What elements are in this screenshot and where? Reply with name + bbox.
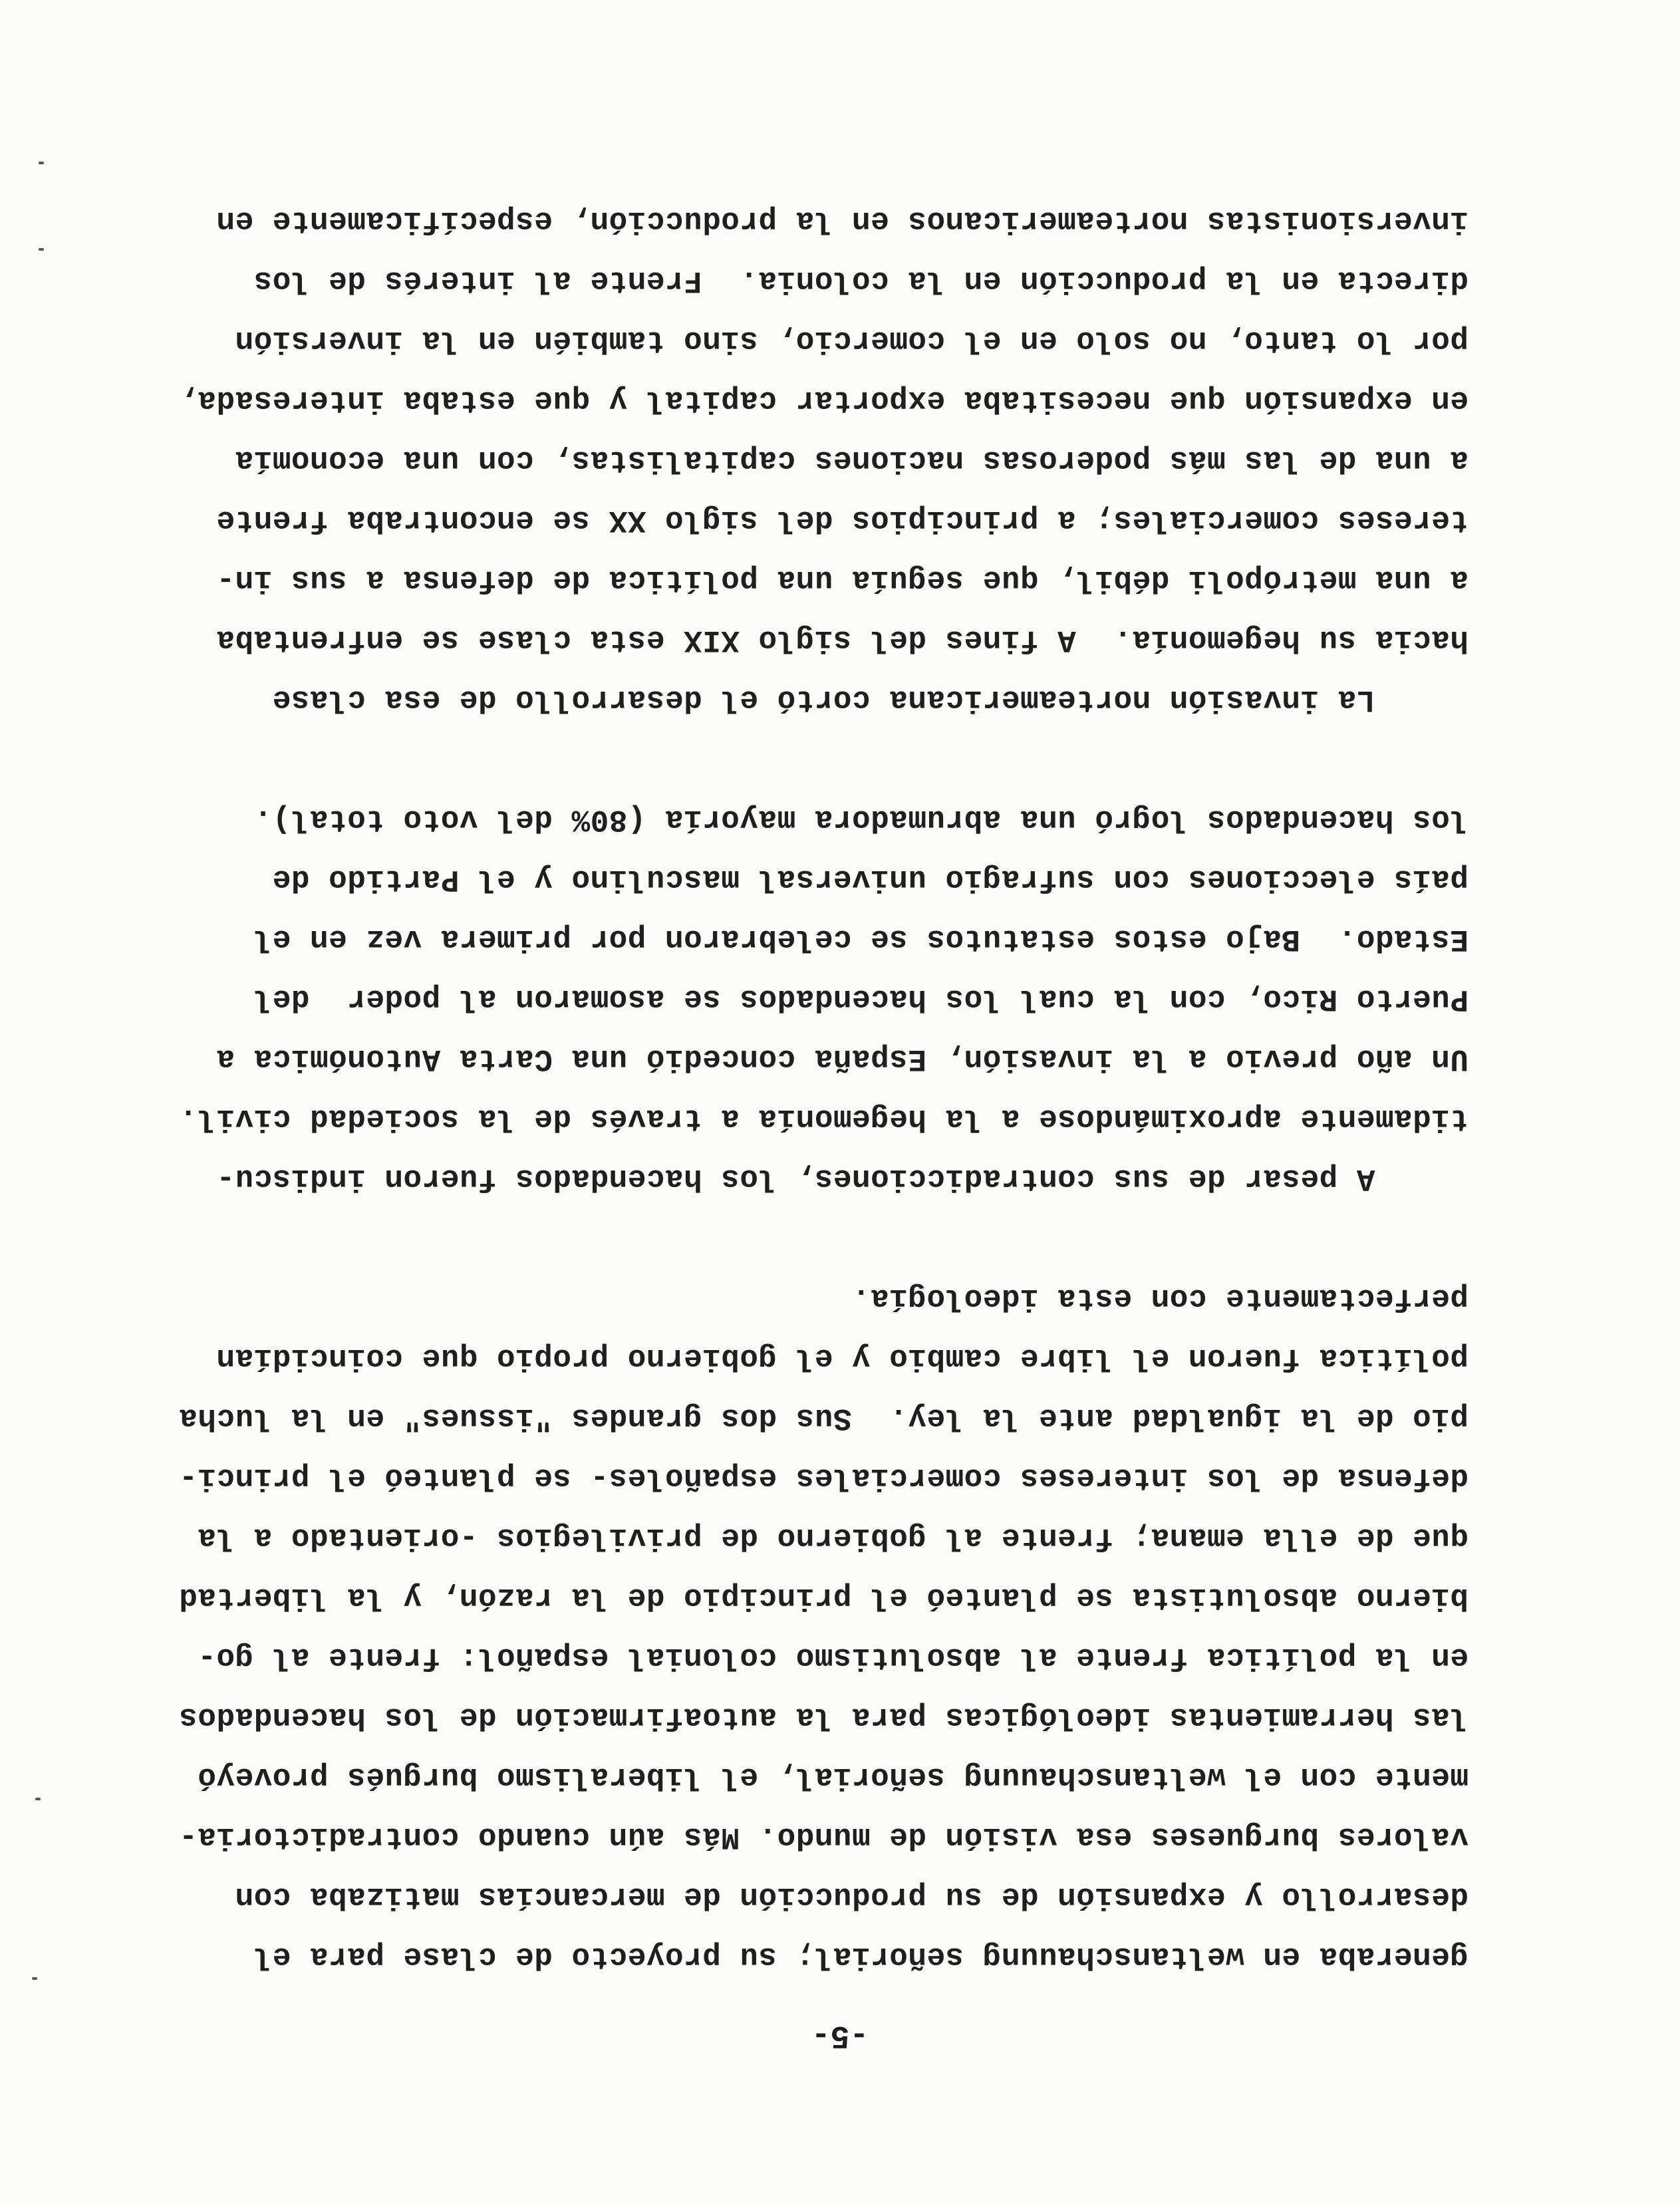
text-line: mente con el weltanschauung señorial, el liberalismo burgués proveyó — [197, 1760, 1469, 1794]
text-line: valores burgueses esa visión de mundo. Más aún cuando contradictoria- — [178, 1820, 1469, 1854]
text-line: generaba en weltanschauung señorial; su proyecto de clase para el — [253, 1939, 1469, 1974]
body-text — [178, 191, 1469, 1987]
text-line: a una metrópoli débil, que seguía una política de defensa a sus in- — [215, 563, 1469, 597]
text-line: que de ella emana; frente al gobierno de privilegios -orientado a la — [197, 1520, 1469, 1555]
text-line: en expansión que necesitaba exportar capital y que estaba interesada, — [178, 383, 1469, 418]
margin-mark — [39, 162, 44, 164]
text-line: defensa de los intereses comerciales españoles- se planteó el princi- — [178, 1460, 1469, 1495]
text-line: los hacendados logró una abrumadora mayoría (80% del voto total). — [253, 802, 1469, 837]
paragraph-gap — [218, 1208, 1469, 1268]
text-line: en la política frente al absolutismo colonial español: frente al go- — [197, 1640, 1469, 1675]
text-line: desarrollo y expansión de su producción de mercancías matizaba con — [235, 1879, 1469, 1914]
margin-mark — [35, 1798, 41, 1800]
text-line: país elecciones con sufragio universal masculino y el Partido de — [272, 862, 1469, 896]
text-line: perfectamente con esta ideología. — [851, 1281, 1469, 1315]
margin-mark — [32, 1977, 37, 1980]
paragraph-gap — [218, 730, 1469, 789]
text-line: A pesar de sus contradicciones, los hacendados fueron indiscu- — [215, 1161, 1469, 1196]
text-line: a una de las más poderosas naciones capitalistas, con una economía — [235, 443, 1469, 478]
text-line: tereses comerciales; a principios del siglo XX se encontraba frente — [215, 503, 1469, 537]
text-line: directa en la producción en la colonia. Frente al interés de los — [253, 263, 1469, 298]
text-line: hacia su hegemonía. A fines del siglo XIX esta clase se enfrentaba — [215, 622, 1469, 657]
text-line: tidamente aproximándose a la hegemonía a través de la sociedad civil. — [178, 1101, 1469, 1136]
text-line: inversionistas norteamericanos en la producción, específicamente en — [215, 204, 1469, 238]
text-line: Puerto Rico, con la cual los hacendados se asomaron al poder del — [253, 982, 1469, 1016]
text-line: las herramientas ideológicas para la autoafirmación de los hacendados — [178, 1700, 1469, 1734]
margin-mark — [39, 248, 44, 251]
text-line: por lo tanto, no solo en el comercio, sino también en la inversión — [235, 323, 1469, 358]
text-line: política fueron el libre cambio y el gobierno propio que coincidían — [215, 1341, 1469, 1375]
text-line: La invasión norteamericana cortó el desarrollo de esa clase — [272, 682, 1469, 717]
text-line: bierno absolutista se planteó el principio de la razón, y la libertad — [178, 1580, 1469, 1615]
page-number: -5- — [811, 2017, 869, 2053]
text-line: Un año previo a la invasión, España concedió una Carta Autonómica a — [215, 1041, 1469, 1076]
text-line: Estado. Bajo estos estatutos se celebraron por primera vez en el — [253, 922, 1469, 956]
text-line: pio de la igualdad ante la ley. Sus dos grandes "issues" en la lucha — [178, 1401, 1469, 1435]
